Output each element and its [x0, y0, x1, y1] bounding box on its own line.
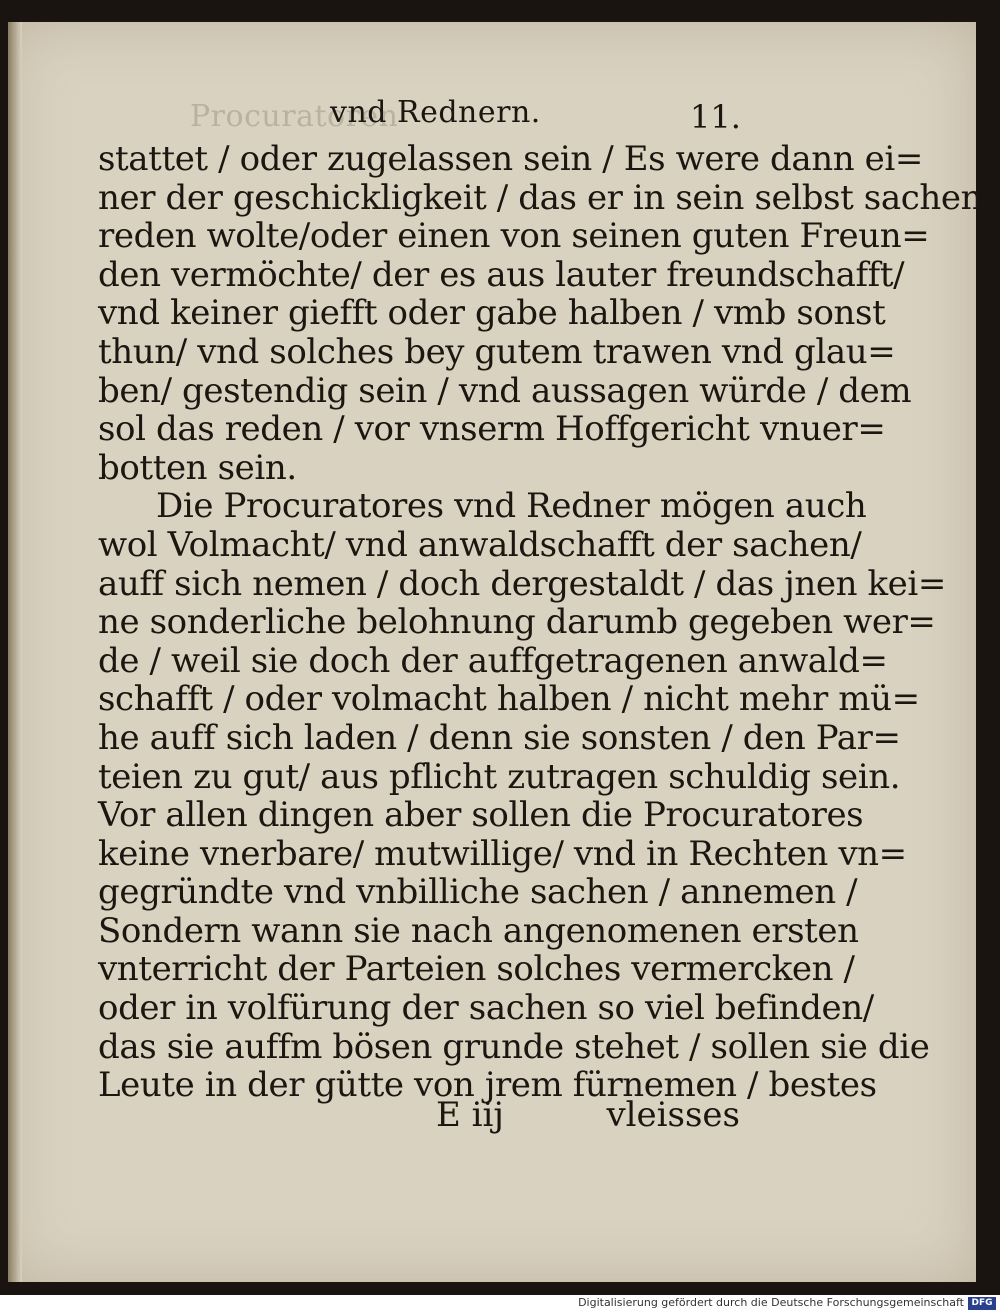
text-line: Sondern wann sie nach angenomenen ersten [98, 910, 859, 951]
text-line: den vermöchte/ der es aus lauter freundschafft/ [98, 254, 905, 295]
text-line: ner der geschickligkeit / das er in sein selbst sachen [98, 177, 983, 218]
funding-credit: Digitalisierung gefördert durch die Deutsche Forschungsgemeinschaft [578, 1296, 964, 1309]
footer-bar [0, 1295, 1000, 1314]
running-head-title: vnd Rednern. [330, 95, 541, 130]
text-line: auff sich nemen / doch dergestaldt / das jnen kei= [98, 563, 946, 604]
text-line: botten sein. [98, 447, 297, 488]
text-line: sol das reden / vor vnserm Hoffgericht vnuer= [98, 409, 886, 450]
text-line: he auff sich laden / denn sie sonsten / den Par= [98, 717, 901, 758]
body-text [98, 139, 983, 1106]
page-number: 11. [690, 98, 741, 136]
running-head-bleed: Procuratoren [190, 99, 399, 134]
text-line: das sie auffm bösen grunde stehet / sollen sie die [98, 1026, 930, 1067]
text-line: Vor allen dingen aber sollen die Procuratores [98, 795, 864, 836]
page-edge [8, 22, 22, 1282]
text-line: de / weil sie doch der auffgetragenen anwald= [98, 640, 888, 681]
text-line: Leute in der gütte von jrem fürnemen / bestes [98, 1065, 877, 1106]
dfg-logo-icon: DFG [968, 1297, 996, 1310]
text-line: oder in volfürung der sachen so viel befinden/ [98, 988, 874, 1029]
text-line: reden wolte/oder einen von seinen guten Freun= [98, 216, 930, 257]
signature-mark: E iij [436, 1095, 504, 1135]
text-line: vnd keiner giefft oder gabe halben / vmb sonst [98, 293, 886, 334]
text-line: stattet / oder zugelassen sein / Es were dann ei= [98, 139, 923, 179]
catchword: vleisses [606, 1095, 740, 1135]
text-line: wol Volmacht/ vnd anwaldschafft der sachen/ [98, 524, 862, 565]
text-line: Die Procuratores vnd Redner mögen auch [156, 486, 867, 527]
text-line: ben/ gestendig sein / vnd aussagen würde / dem [98, 370, 912, 411]
text-line: teien zu gut/ aus pflicht zutragen schuldig sein. [98, 756, 901, 797]
text-line: keine vnerbare/ mutwillige/ vnd in Rechten vn= [98, 833, 907, 874]
text-line: ne sonderliche belohnung darumb gegeben wer= [98, 602, 936, 643]
text-line: vnterricht der Parteien solches vermercken / [98, 949, 855, 990]
running-head [190, 95, 750, 145]
text-line: gegründte vnd vnbilliche sachen / annemen / [98, 872, 858, 913]
catchline [98, 1095, 748, 1135]
text-line: schafft / oder volmacht halben / nicht mehr mü= [98, 679, 920, 720]
text-line: thun/ vnd solches bey gutem trawen vnd glau= [98, 331, 896, 372]
